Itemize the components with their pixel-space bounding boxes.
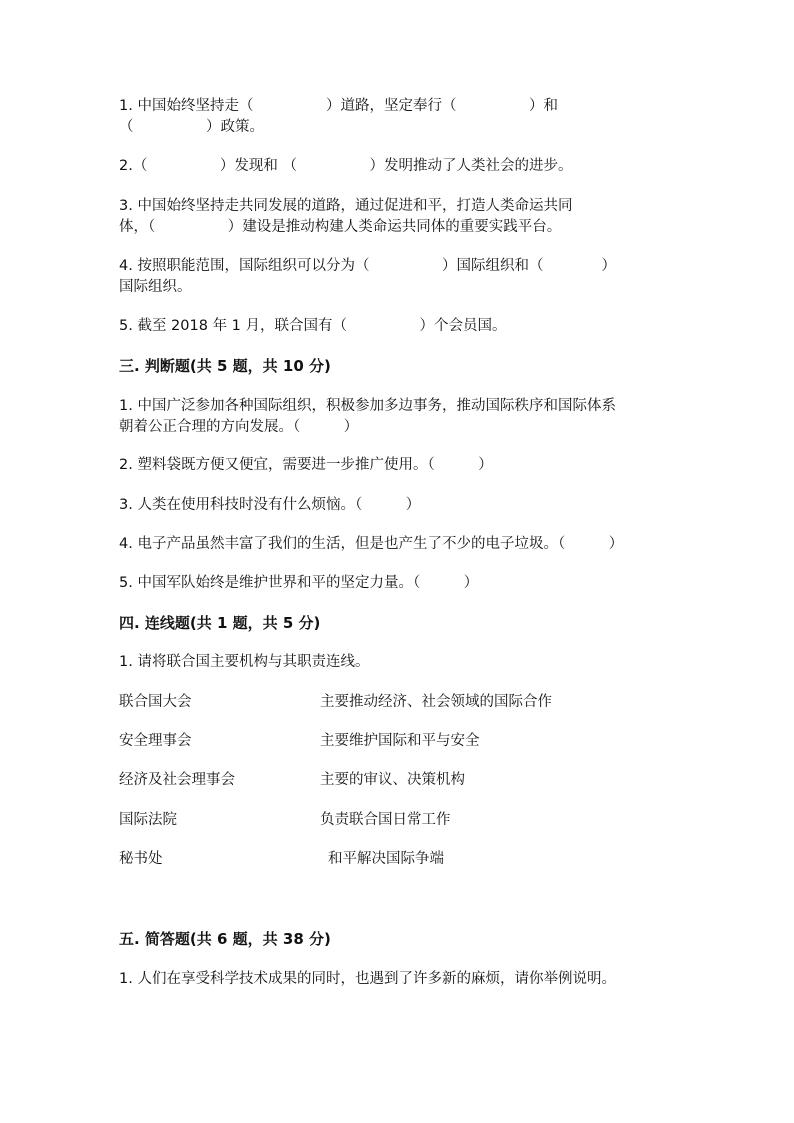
matching-right-item: 负责联合国日常工作 xyxy=(320,812,451,828)
short-answer-q1: 1. 人们在享受科学技术成果的同时，也遇到了许多新的麻烦，请你举例说明。 xyxy=(119,971,616,987)
fill-q1-line1: 1. 中国始终坚持走（ ）道路，坚定奉行（ ）和 xyxy=(119,98,558,114)
matching-prompt: 1. 请将联合国主要机构与其职责连线。 xyxy=(119,654,370,670)
matching-right-item: 主要的审议、决策机构 xyxy=(320,772,465,788)
fill-q3-line2: 体，（ ）建设是推动构建人类命运共同体的重要实践平台。 xyxy=(119,219,562,235)
fill-q3-line1: 3. 中国始终坚持走共同发展的道路，通过促进和平，打造人类命运共同 xyxy=(119,198,573,214)
matching-right-item: 主要推动经济、社会领域的国际合作 xyxy=(320,694,552,710)
judgement-q4: 4. 电子产品虽然丰富了我们的生活，但是也产生了不少的电子垃圾。（ ） xyxy=(119,536,624,552)
matching-right-item: 和平解决国际争端 xyxy=(328,851,444,867)
judgement-heading: 三. 判断题(共 5 题，共 10 分) xyxy=(119,357,331,375)
fill-q2-line1: 2.（ ）发现和 （ ）发明推动了人类社会的进步。 xyxy=(119,158,573,174)
short-answer-heading: 五. 简答题(共 6 题，共 38 分) xyxy=(119,930,331,948)
matching-left-item: 联合国大会 xyxy=(119,694,192,710)
judgement-q1-line2: 朝着公正合理的方向发展。（ ） xyxy=(119,419,359,435)
matching-left-item: 经济及社会理事会 xyxy=(119,772,235,788)
matching-left-item: 国际法院 xyxy=(119,812,177,828)
judgement-q2: 2. 塑料袋既方便又便宜，需要进一步推广使用。（ ） xyxy=(119,457,493,473)
fill-q4-line1: 4. 按照职能范围，国际组织可以分为（ ）国际组织和（ ） xyxy=(119,258,616,274)
fill-q1-line2: （ ）政策。 xyxy=(119,119,264,135)
matching-heading: 四. 连线题(共 1 题，共 5 分) xyxy=(119,614,321,632)
judgement-q5: 5. 中国军队始终是维护世界和平的坚定力量。（ ） xyxy=(119,575,479,591)
judgement-q3: 3. 人类在使用科技时没有什么烦恼。（ ） xyxy=(119,497,421,513)
fill-q4-line2: 国际组织。 xyxy=(119,279,192,295)
matching-right-item: 主要维护国际和平与安全 xyxy=(320,733,480,749)
matching-left-item: 安全理事会 xyxy=(119,733,192,749)
fill-q5-line1: 5. 截至 2018 年 1 月，联合国有（ ）个会员国。 xyxy=(119,318,507,334)
matching-left-item: 秘书处 xyxy=(119,851,163,867)
judgement-q1-line1: 1. 中国广泛参加各种国际组织，积极参加多边事务，推动国际秩序和国际体系 xyxy=(119,398,616,414)
